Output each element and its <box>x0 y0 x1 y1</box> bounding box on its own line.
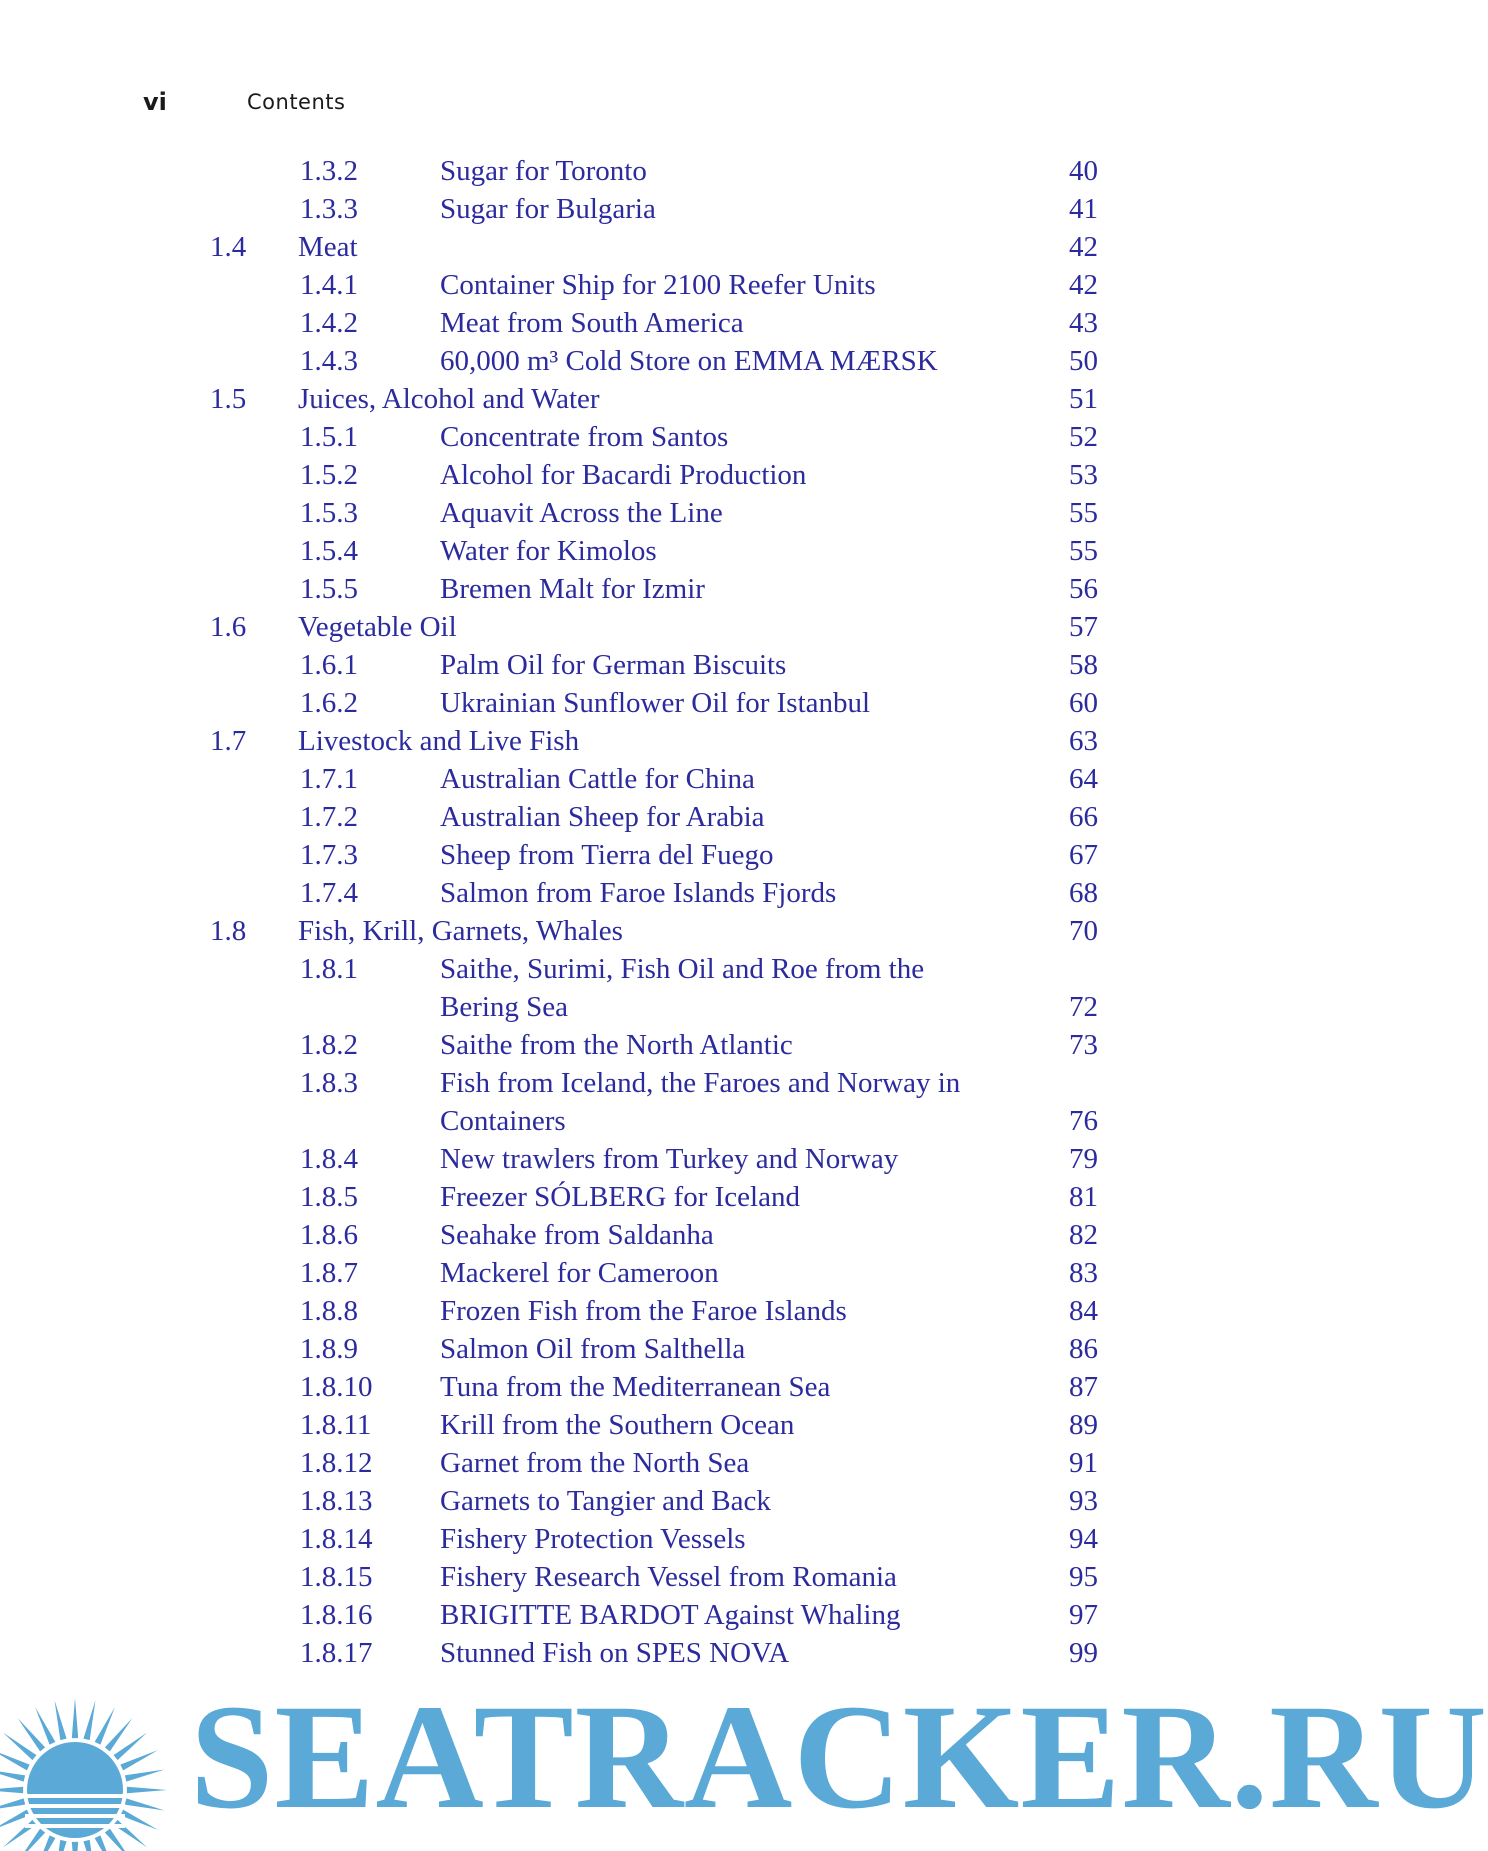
toc-entry-page: 76 <box>1069 1105 1098 1137</box>
toc-entry-page: 60 <box>1069 687 1098 719</box>
toc-entry-page: 66 <box>1069 801 1098 833</box>
toc-entry <box>0 1026 1221 1064</box>
toc-entry-page: 55 <box>1069 535 1098 567</box>
toc-entry <box>0 684 1221 722</box>
toc-entry-page: 82 <box>1069 1219 1098 1251</box>
toc-entry-page: 68 <box>1069 877 1098 909</box>
table-of-contents <box>0 152 1221 1672</box>
toc-entry-num: 1.7.3 <box>300 839 358 871</box>
toc-entry-title: Fishery Protection Vessels <box>440 1523 746 1555</box>
toc-entry <box>0 988 1221 1026</box>
toc-entry <box>0 456 1221 494</box>
toc-entry-num: 1.6 <box>210 611 247 643</box>
toc-entry-title: Containers <box>440 1105 566 1137</box>
toc-entry-num: 1.8.3 <box>300 1067 358 1099</box>
toc-entry-page: 81 <box>1069 1181 1098 1213</box>
toc-entry-page: 53 <box>1069 459 1098 491</box>
toc-entry <box>0 494 1221 532</box>
toc-entry-title: New trawlers from Turkey and Norway <box>440 1143 899 1175</box>
toc-entry <box>0 380 1221 418</box>
toc-entry-num: 1.8.17 <box>300 1637 373 1669</box>
toc-entry-title: Salmon Oil from Salthella <box>440 1333 746 1365</box>
toc-entry-num: 1.8.11 <box>300 1409 372 1441</box>
toc-entry-page: 72 <box>1069 991 1098 1023</box>
toc-entry <box>0 266 1221 304</box>
toc-entry <box>0 1634 1221 1672</box>
toc-entry-title: Saithe from the North Atlantic <box>440 1029 793 1061</box>
toc-entry-page: 63 <box>1069 725 1098 757</box>
toc-entry-num: 1.7.2 <box>300 801 358 833</box>
toc-entry <box>0 228 1221 266</box>
toc-entry-num: 1.4.1 <box>300 269 358 301</box>
toc-entry-num: 1.8.15 <box>300 1561 373 1593</box>
toc-entry <box>0 1292 1221 1330</box>
toc-entry <box>0 532 1221 570</box>
toc-entry-num: 1.6.1 <box>300 649 358 681</box>
toc-entry-num: 1.3.3 <box>300 193 358 225</box>
toc-entry-num: 1.8.13 <box>300 1485 373 1517</box>
toc-entry-page: 51 <box>1069 383 1098 415</box>
toc-entry-page: 73 <box>1069 1029 1098 1061</box>
toc-entry-num: 1.6.2 <box>300 687 358 719</box>
toc-entry <box>0 304 1221 342</box>
toc-entry <box>0 1330 1221 1368</box>
toc-entry-page: 97 <box>1069 1599 1098 1631</box>
toc-entry <box>0 1178 1221 1216</box>
toc-entry-page: 42 <box>1069 269 1098 301</box>
toc-entry-num: 1.8.12 <box>300 1447 373 1479</box>
toc-entry <box>0 1064 1221 1102</box>
toc-entry-title: Garnets to Tangier and Back <box>440 1485 771 1517</box>
toc-entry-page: 94 <box>1069 1523 1098 1555</box>
toc-entry-page: 84 <box>1069 1295 1098 1327</box>
toc-entry-title: Fish, Krill, Garnets, Whales <box>298 915 623 947</box>
toc-entry <box>0 760 1221 798</box>
toc-entry <box>0 722 1221 760</box>
toc-entry <box>0 1482 1221 1520</box>
toc-entry <box>0 874 1221 912</box>
toc-entry-num: 1.5.1 <box>300 421 358 453</box>
toc-entry <box>0 646 1221 684</box>
toc-entry <box>0 1140 1221 1178</box>
toc-entry-num: 1.8.14 <box>300 1523 373 1555</box>
toc-entry-title: Juices, Alcohol and Water <box>298 383 600 415</box>
toc-entry-page: 41 <box>1069 193 1098 225</box>
toc-entry-num: 1.5.5 <box>300 573 358 605</box>
toc-entry-num: 1.8.8 <box>300 1295 358 1327</box>
toc-entry-title: Fishery Research Vessel from Romania <box>440 1561 897 1593</box>
toc-entry-title: Sugar for Toronto <box>440 155 647 187</box>
toc-entry <box>0 1216 1221 1254</box>
toc-entry-title: Aquavit Across the Line <box>440 497 723 529</box>
toc-entry-page: 91 <box>1069 1447 1098 1479</box>
toc-entry <box>0 836 1221 874</box>
running-title: Contents <box>247 90 346 114</box>
toc-entry-num: 1.5.3 <box>300 497 358 529</box>
toc-entry-page: 56 <box>1069 573 1098 605</box>
toc-entry-title: BRIGITTE BARDOT Against Whaling <box>440 1599 901 1631</box>
toc-entry <box>0 1254 1221 1292</box>
page-folio: vi <box>143 88 167 116</box>
toc-entry <box>0 190 1221 228</box>
toc-entry-page: 52 <box>1069 421 1098 453</box>
toc-entry-title: Salmon from Faroe Islands Fjords <box>440 877 837 909</box>
toc-entry-title: Saithe, Surimi, Fish Oil and Roe from the <box>440 953 925 985</box>
toc-entry-title: Sugar for Bulgaria <box>440 193 656 225</box>
toc-entry-title: Bering Sea <box>440 991 569 1023</box>
toc-entry <box>0 1406 1221 1444</box>
toc-entry-num: 1.5.4 <box>300 535 358 567</box>
toc-entry-num: 1.8.9 <box>300 1333 358 1365</box>
page-header <box>143 88 643 118</box>
toc-entry-num: 1.7 <box>210 725 247 757</box>
toc-entry-title: Stunned Fish on SPES NOVA <box>440 1637 790 1669</box>
toc-entry <box>0 570 1221 608</box>
toc-entry-title: Seahake from Saldanha <box>440 1219 714 1251</box>
toc-entry-num: 1.5.2 <box>300 459 358 491</box>
toc-entry <box>0 342 1221 380</box>
toc-entry-title: Meat <box>298 231 358 263</box>
toc-entry-num: 1.8.2 <box>300 1029 358 1061</box>
toc-entry <box>0 1596 1221 1634</box>
toc-entry-title: Ukrainian Sunflower Oil for Istanbul <box>440 687 871 719</box>
toc-entry <box>0 798 1221 836</box>
toc-entry-num: 1.8.10 <box>300 1371 373 1403</box>
toc-entry-title: Water for Kimolos <box>440 535 657 567</box>
toc-entry-page: 64 <box>1069 763 1098 795</box>
toc-entry-page: 57 <box>1069 611 1098 643</box>
toc-entry-page: 40 <box>1069 155 1098 187</box>
toc-entry-title: Alcohol for Bacardi Production <box>440 459 807 491</box>
toc-entry <box>0 152 1221 190</box>
toc-entry-title: Livestock and Live Fish <box>298 725 580 757</box>
toc-entry-page: 67 <box>1069 839 1098 871</box>
toc-entry <box>0 1102 1221 1140</box>
toc-entry <box>0 1444 1221 1482</box>
toc-entry-num: 1.4.3 <box>300 345 358 377</box>
watermark-text: SEATRACKER.RU <box>190 1674 1488 1840</box>
toc-entry-title: Meat from South America <box>440 307 744 339</box>
toc-entry-num: 1.8.4 <box>300 1143 358 1175</box>
toc-entry-page: 93 <box>1069 1485 1098 1517</box>
toc-entry-page: 58 <box>1069 649 1098 681</box>
toc-entry-num: 1.8.6 <box>300 1219 358 1251</box>
toc-entry-num: 1.8.5 <box>300 1181 358 1213</box>
toc-entry <box>0 1558 1221 1596</box>
toc-entry-page: 86 <box>1069 1333 1098 1365</box>
toc-entry-page: 99 <box>1069 1637 1098 1669</box>
toc-entry-page: 70 <box>1069 915 1098 947</box>
toc-entry-title: Tuna from the Mediterranean Sea <box>440 1371 831 1403</box>
toc-entry-title: Concentrate from Santos <box>440 421 729 453</box>
toc-entry-page: 95 <box>1069 1561 1098 1593</box>
toc-entry-num: 1.8.1 <box>300 953 358 985</box>
toc-entry-title: Palm Oil for German Biscuits <box>440 649 787 681</box>
toc-entry <box>0 418 1221 456</box>
toc-entry <box>0 1520 1221 1558</box>
toc-entry-page: 87 <box>1069 1371 1098 1403</box>
toc-entry <box>0 912 1221 950</box>
toc-entry-title: Krill from the Southern Ocean <box>440 1409 795 1441</box>
toc-entry-title: Australian Sheep for Arabia <box>440 801 765 833</box>
toc-entry-page: 55 <box>1069 497 1098 529</box>
toc-entry <box>0 608 1221 646</box>
toc-entry-title: Freezer SÓLBERG for Iceland <box>440 1181 800 1213</box>
toc-entry-num: 1.3.2 <box>300 155 358 187</box>
toc-entry-title: Vegetable Oil <box>298 611 457 643</box>
toc-entry-num: 1.8.16 <box>300 1599 373 1631</box>
toc-entry-num: 1.4 <box>210 231 247 263</box>
toc-entry-title: Australian Cattle for China <box>440 763 755 795</box>
toc-entry-title: Bremen Malt for Izmir <box>440 573 705 605</box>
toc-entry-page: 89 <box>1069 1409 1098 1441</box>
toc-entry-title: Frozen Fish from the Faroe Islands <box>440 1295 847 1327</box>
toc-entry-title: 60,000 m³ Cold Store on EMMA MÆRSK <box>440 345 938 377</box>
toc-entry <box>0 1368 1221 1406</box>
toc-entry-title: Garnet from the North Sea <box>440 1447 750 1479</box>
toc-entry-title: Sheep from Tierra del Fuego <box>440 839 774 871</box>
toc-entry-num: 1.7.4 <box>300 877 358 909</box>
toc-entry-title: Fish from Iceland, the Faroes and Norway in <box>440 1067 961 1099</box>
toc-entry-num: 1.8.7 <box>300 1257 358 1289</box>
toc-entry-num: 1.4.2 <box>300 307 358 339</box>
toc-entry-num: 1.8 <box>210 915 247 947</box>
toc-entry-title: Container Ship for 2100 Reefer Units <box>440 269 876 301</box>
toc-entry-page: 79 <box>1069 1143 1098 1175</box>
toc-entry-page: 43 <box>1069 307 1098 339</box>
toc-entry-page: 50 <box>1069 345 1098 377</box>
toc-entry-page: 83 <box>1069 1257 1098 1289</box>
toc-entry <box>0 950 1221 988</box>
toc-entry-num: 1.7.1 <box>300 763 358 795</box>
toc-entry-page: 42 <box>1069 231 1098 263</box>
toc-entry-num: 1.5 <box>210 383 247 415</box>
toc-entry-title: Mackerel for Cameroon <box>440 1257 719 1289</box>
